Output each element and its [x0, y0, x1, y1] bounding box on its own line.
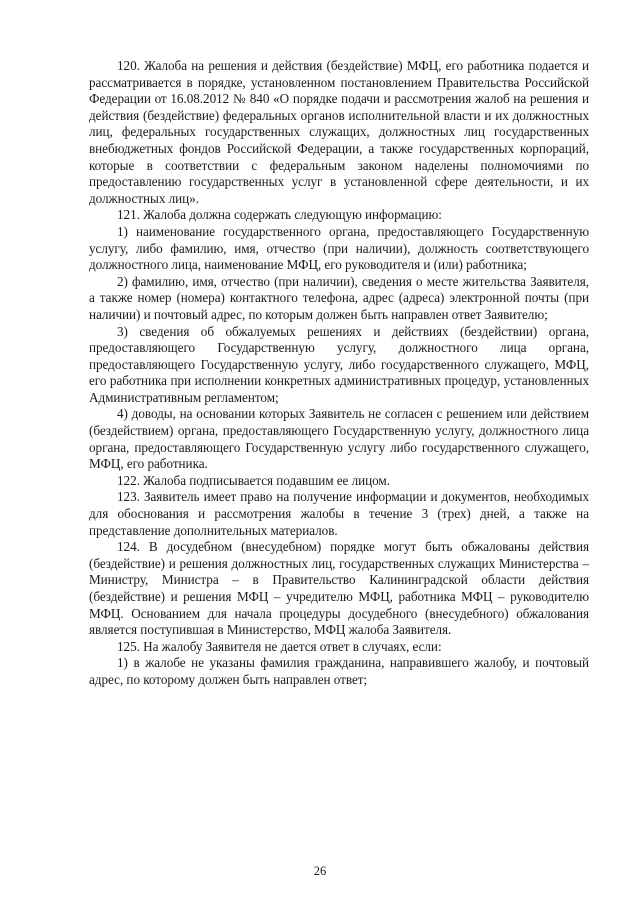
paragraph-121-item-1: 1) наименование государственного органа, предоставляющего Государственную услугу, либо фамилию, имя, отчество (при наличии), должность соответствующего должностного лица, наименование МФЦ, его руководителя и (или) работника;	[89, 223, 589, 273]
paragraph-125-item-1: 1) в жалобе не указаны фамилия гражданина, направившего жалобу, и почтовый адрес, по которому должен быть направлен ответ;	[89, 655, 589, 687]
paragraph-121: 121. Жалоба должна содержать следующую информацию:	[117, 207, 442, 223]
paragraph-123: 123. Заявитель имеет право на получение информации и документов, необходимых для обоснования и рассмотрения жалобы в течение 3 (трех) дней, а также на представление дополнительных материалов.	[89, 489, 589, 538]
paragraph-120: 120. Жалоба на решения и действия (бездействие) МФЦ, его работника подается и рассматривается в порядке, установленном постановлением Правительства Российской Федерации от 16.08.2012 № 840 «О порядке подачи и рассмотрения жалоб на решения и действия (бездействие) федеральных органов исполнительной власти и их должностных лиц, федеральных государственных служащих, должностных лиц государственных внебюджетных фондов Российской Федерации, а также государственных корпораций, которые в соответствии с федеральным законом наделены полномочиями по предоставлению государственных услуг в установленной сфере деятельности, и их должностных лиц».	[89, 58, 589, 206]
paragraph-122: 122. Жалоба подписывается подавшим ее лицом.	[117, 472, 390, 488]
page-number: 26	[313, 864, 327, 878]
paragraph-125: 125. На жалобу Заявителя не дается ответ в случаях, если:	[117, 638, 442, 654]
document-body	[89, 58, 589, 689]
paragraph-121-item-3: 3) сведения об обжалуемых решениях и действиях (бездействии) органа, предоставляющего Государственную услугу, должностного лица органа, предоставляющего Государственную услугу, либо государственного служащего, МФЦ, его работника при исполнении конкретных административных процедур, установленных Административным регламентом;	[89, 323, 589, 405]
paragraph-124: 124. В досудебном (внесудебном) порядке могут быть обжалованы действия (бездействие) и решения должностных лиц, государственных служащих Министерства – Министру, Министра – в Правительство Калининградской области действия (бездействие) и решения МФЦ – учредителю МФЦ, работника МФЦ – руководителю МФЦ. Основанием для начала процедуры досудебного (внесудебного) обжалования является поступившая в Министерство, МФЦ жалоба Заявителя.	[89, 539, 589, 638]
paragraph-121-item-4: 4) доводы, на основании которых Заявитель не согласен с решением или действием (бездействием) органа, предоставляющего Государственную услугу, должностного лица органа, предоставляющего Государственную услугу либо государственного служащего, МФЦ, его работника.	[89, 406, 589, 472]
paragraph-121-item-2: 2) фамилию, имя, отчество (при наличии), сведения о месте жительства Заявителя, а также номер (номера) контактного телефона, адрес (адреса) электронной почты (при наличии) и почтовый адрес, по которым должен быть направлен ответ Заявителю;	[89, 273, 589, 322]
